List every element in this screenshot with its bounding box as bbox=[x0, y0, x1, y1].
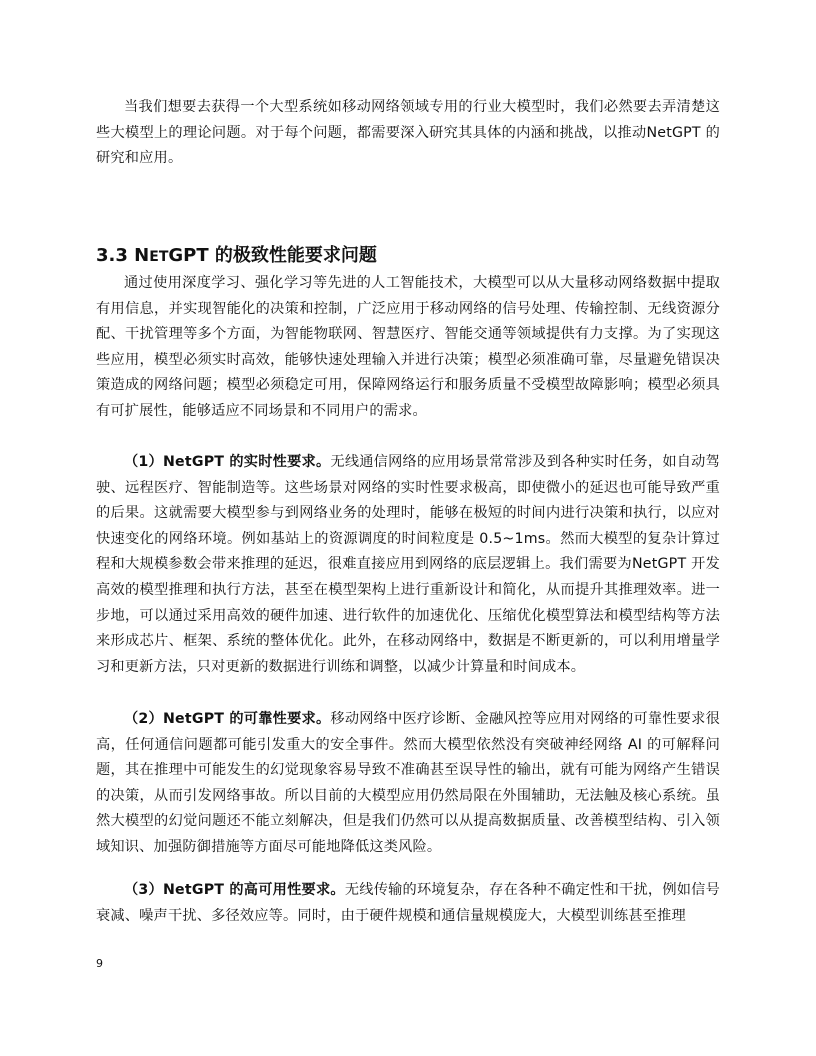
page-number: 9 bbox=[96, 957, 103, 970]
section-title-et: ET bbox=[149, 249, 169, 265]
intro-paragraph: 当我们想要去获得一个大型系统如移动网络领域专用的行业大模型时，我们必然要去弄清楚这些大模型上的理论问题。对于每个问题，都需要深入研究其具体的内涵和挑战，以推动NetGPT 的研究和应用。 bbox=[96, 99, 720, 167]
requirement-availability bbox=[96, 878, 720, 929]
section-heading bbox=[96, 243, 377, 270]
requirement-heading: （1）NetGPT 的实时性要求。 bbox=[124, 454, 331, 470]
section-title-rest: 的极致性能要求问题 bbox=[208, 245, 377, 266]
requirement-body: 移动网络中医疗诊断、金融风控等应用对网络的可靠性要求很高，任何通信问题都可能引发重大的安全事件。然而大模型依然没有突破神经网络 AI 的可解释问题，其在推理中可能发生的幻觉现象容易导致不准确甚至误导性的输出，就有可能为网络产生错误的决策，从而引发网络事故。所以目前的大模型应用仍然局限在外围辅助，无法触及核心系统。虽然大模型的幻觉问题还不能立刻解决，但是我们仍然可以从提高数据质量、改善模型结构、引入领域知识、加强防御措施等方面尽可能地降低这类风险。 bbox=[96, 711, 720, 855]
requirement-body: 无线通信网络的应用场景常常涉及到各种实时任务，如自动驾驶、远程医疗、智能制造等。这些场景对网络的实时性要求极高，即使微小的延迟也可能导致严重的后果。这就需要大模型参与到网络业务的处理时，能够在极短的时间内进行决策和执行，以应对快速变化的网络环境。例如基站上的资源调度的时间粒度是 0.5~1ms。然而大模型的复杂计算过程和大规模参数会带来推理的延迟，很难直接应用到网络的底层逻辑上。我们需要为NetGPT 开发高效的模型推理和执行方法，甚至在模型架构上进行重新设计和简化，从而提升其推理效率。进一步地，可以通过采用高效的硬件加速、进行软件的加速优化、压缩优化模型算法和模型结构等方法来形成芯片、框架、系统的整体优化。此外，在移动网络中，数据是不断更新的，可以利用增量学习和更新方法，只对更新的数据进行训练和调整，以减少计算量和时间成本。 bbox=[96, 454, 720, 675]
section-number: 3.3 bbox=[96, 245, 128, 266]
requirement-heading: （2）NetGPT 的可靠性要求。 bbox=[124, 711, 331, 727]
section-title-n: N bbox=[134, 245, 150, 266]
section-title-gpt: GPT bbox=[168, 245, 209, 266]
requirement-reliability bbox=[96, 707, 720, 861]
requirement-realtime bbox=[96, 450, 720, 680]
section-paragraph: 通过使用深度学习、强化学习等先进的人工智能技术，大模型可以从大量移动网络数据中提取有用信息，并实现智能化的决策和控制，广泛应用于移动网络的信号处理、传输控制、无线资源分配、干扰管理等多个方面，为智能物联网、智慧医疗、智能交通等领域提供有力支撑。为了实现这些应用，模型必须实时高效，能够快速处理输入并进行决策；模型必须准确可靠，尽量避免错误决策造成的网络问题；模型必须稳定可用，保障网络运行和服务质量不受模型故障影响；模型必须具有可扩展性，能够适应不同场景和不同用户的需求。 bbox=[96, 275, 720, 419]
requirement-heading: （3）NetGPT 的高可用性要求。 bbox=[124, 882, 345, 898]
requirement-body: 无线传输的环境复杂，存在各种不确定性和干扰，例如信号衰减、噪声干扰、多径效应等。同时，由于硬件规模和通信量规模庞大，大模型训练甚至推理 bbox=[96, 882, 721, 924]
